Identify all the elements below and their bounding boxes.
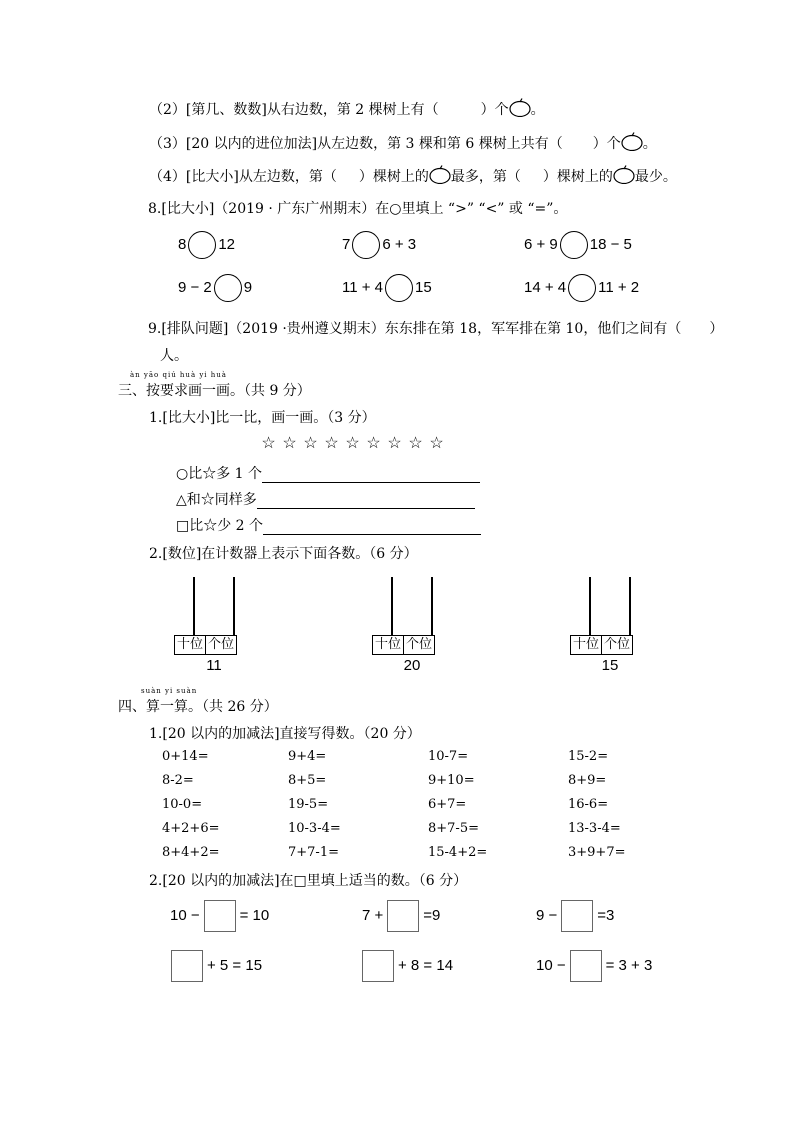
- calc-item[interactable]: 19-5=: [288, 797, 329, 812]
- calc-item[interactable]: 4+2+6=: [162, 821, 220, 836]
- draw-row: △和☆同样多: [176, 489, 475, 509]
- apple-icon: [429, 165, 451, 184]
- section-3-pinyin: àn yāo qiú huà yi huà: [130, 371, 227, 379]
- apple-icon: [509, 98, 531, 117]
- calc-item[interactable]: 8+9=: [568, 773, 607, 788]
- s4-q1-title: 1.[20 以内的加减法]直接写得数。（20 分）: [149, 726, 421, 742]
- calc-item[interactable]: 6+7=: [428, 797, 467, 812]
- answer-box[interactable]: [171, 950, 203, 982]
- s4-q2-title: 2.[20 以内的加减法]在□里填上适当的数。（6 分）: [149, 873, 468, 889]
- abacus-counter[interactable]: [372, 577, 452, 677]
- abacus-counter[interactable]: [570, 577, 650, 677]
- counter-number: 11: [206, 657, 222, 674]
- star-icon: ☆: [345, 433, 360, 452]
- draw-row: □比☆少 2 个: [176, 515, 481, 535]
- tens-rod: [193, 577, 195, 635]
- compare-item: 6 + 9 18 − 5: [524, 231, 632, 259]
- star-icon: ☆: [408, 433, 423, 452]
- ones-rod: [233, 577, 235, 635]
- answer-box[interactable]: [362, 950, 394, 982]
- star-icon: ☆: [366, 433, 381, 452]
- calc-item[interactable]: 10-0=: [162, 797, 203, 812]
- calc-item[interactable]: 15-2=: [568, 749, 609, 764]
- calc-item[interactable]: 8+4+2=: [162, 845, 220, 860]
- ones-rod: [629, 577, 631, 635]
- star-row: [258, 433, 447, 452]
- calc-item[interactable]: 8+5=: [288, 773, 327, 788]
- compare-item: 11 + 4 15: [342, 274, 432, 302]
- calc-item[interactable]: 8-2=: [162, 773, 194, 788]
- q9-line-1: 9.[排队问题]（2019 ·贵州遵义期末）东东排在第 18，军军排在第 10，他们之间有（ ）: [148, 321, 724, 337]
- fill-item: 9 − =3: [536, 900, 614, 932]
- tens-rod: [589, 577, 591, 635]
- q8-title: 8.[比大小]（2019 · 广东广州期末）在○里填上 “>” “<” 或 “=”。: [148, 201, 568, 217]
- compare-item: 8 12: [178, 231, 235, 259]
- counter-number: 20: [403, 657, 421, 674]
- star-icon: ☆: [303, 433, 318, 452]
- apple-icon: [613, 165, 635, 184]
- answer-circle[interactable]: [560, 231, 588, 259]
- star-icon: ☆: [429, 433, 444, 452]
- star-icon: ☆: [282, 433, 297, 452]
- s3-q2-title: 2.[数位]在计数器上表示下面各数。（6 分）: [149, 546, 418, 562]
- calc-item[interactable]: 0+14=: [162, 749, 209, 764]
- star-icon: ☆: [387, 433, 402, 452]
- s3-q1-title: 1.[比大小]比一比，画一画。（3 分）: [149, 410, 376, 426]
- section-4-pinyin: suàn yi suàn: [141, 687, 198, 695]
- calc-item[interactable]: 7+7-1=: [288, 845, 339, 860]
- fill-item: 10 − = 3 + 3: [536, 950, 652, 982]
- q7-line-2: （2）[第几、数数]从右边数，第 2 棵树上有（ ）个 。: [149, 99, 545, 120]
- answer-box[interactable]: [387, 900, 419, 932]
- counter-base: 十位 个位: [372, 635, 435, 655]
- section-3-title: 三、按要求画一画。（共 9 分）: [118, 383, 311, 399]
- fill-item: + 5 = 15: [167, 950, 262, 982]
- fill-item: 7 + =9: [362, 900, 440, 932]
- calc-item[interactable]: 10-7=: [428, 749, 469, 764]
- answer-circle[interactable]: [385, 274, 413, 302]
- calc-item[interactable]: 15-4+2=: [428, 845, 488, 860]
- star-icon: ☆: [261, 433, 276, 452]
- calc-item[interactable]: 10-3-4=: [288, 821, 341, 836]
- calc-item[interactable]: 16-6=: [568, 797, 609, 812]
- ones-rod: [431, 577, 433, 635]
- answer-box[interactable]: [570, 950, 602, 982]
- draw-row: ○比☆多 1 个: [176, 463, 480, 483]
- calc-item[interactable]: 9+4=: [288, 749, 327, 764]
- compare-item: 14 + 4 11 + 2: [524, 274, 639, 302]
- counter-base: 十位 个位: [174, 635, 237, 655]
- answer-line[interactable]: [263, 520, 481, 535]
- counter-base: 十位 个位: [570, 635, 633, 655]
- calc-item[interactable]: 13-3-4=: [568, 821, 621, 836]
- answer-box[interactable]: [204, 900, 236, 932]
- answer-circle[interactable]: [352, 231, 380, 259]
- abacus-counter[interactable]: [174, 577, 254, 677]
- answer-circle[interactable]: [188, 231, 216, 259]
- tens-rod: [391, 577, 393, 635]
- compare-item: 9 − 2 9: [178, 274, 252, 302]
- counter-number: 15: [601, 657, 619, 674]
- q9-line-2: 人。: [160, 348, 188, 364]
- section-4-title: 四、算一算。（共 26 分）: [118, 699, 278, 715]
- fill-item: + 8 = 14: [358, 950, 453, 982]
- calc-item[interactable]: 9+10=: [428, 773, 475, 788]
- star-icon: ☆: [324, 433, 339, 452]
- answer-circle[interactable]: [568, 274, 596, 302]
- calc-item[interactable]: 3+9+7=: [568, 845, 626, 860]
- answer-line[interactable]: [257, 494, 475, 509]
- answer-box[interactable]: [561, 900, 593, 932]
- q7-line-3: （3）[20 以内的进位加法]从左边数，第 3 棵和第 6 棵树上共有（ ）个 。: [149, 133, 657, 154]
- answer-circle[interactable]: [214, 274, 242, 302]
- answer-line[interactable]: [262, 468, 480, 483]
- calc-item[interactable]: 8+7-5=: [428, 821, 479, 836]
- fill-item: 10 − = 10: [170, 900, 269, 932]
- compare-item: 7 6 + 3: [342, 231, 416, 259]
- q7-line-4: （4）[比大小]从左边数，第（ ）棵树上的 最多，第（ ）棵树上的 最少。: [149, 166, 677, 187]
- apple-icon: [621, 132, 643, 151]
